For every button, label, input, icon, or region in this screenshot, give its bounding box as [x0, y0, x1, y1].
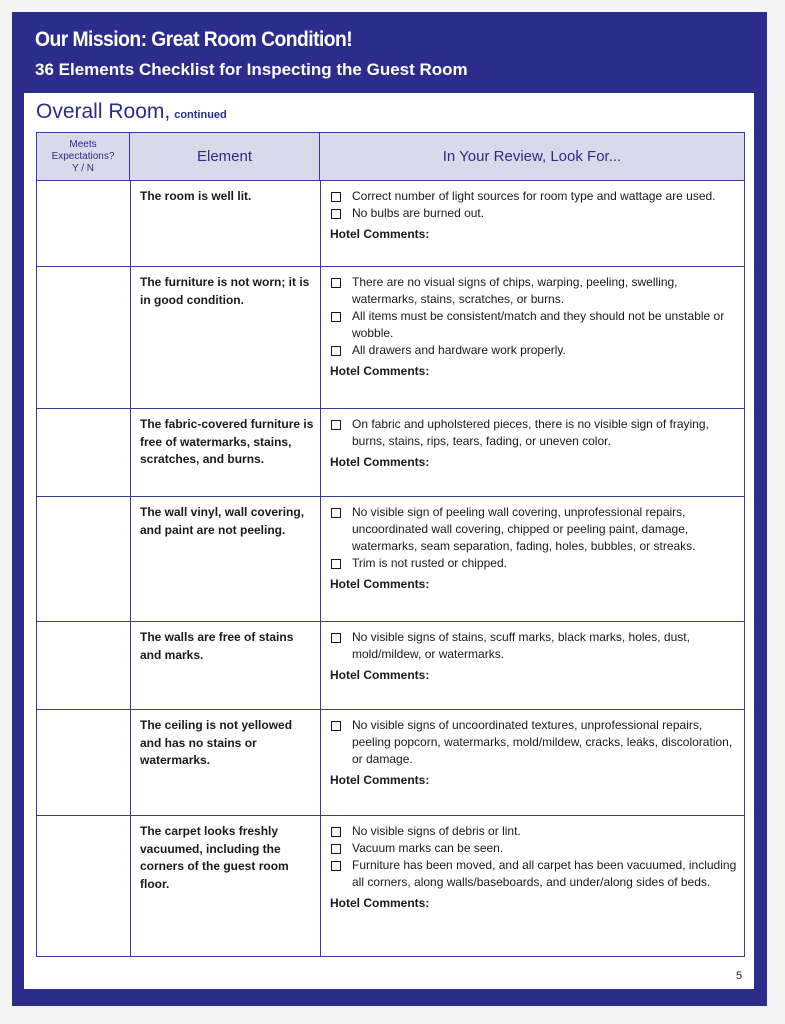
table-row — [37, 497, 744, 622]
page-title: Our Mission: Great Room Condition! — [35, 28, 353, 51]
checklist-item-text: No visible signs of stains, scuff marks, black marks, holes, dust, mold/mildew, or watermarks. — [352, 630, 690, 661]
meets-expectations-cell[interactable] — [37, 622, 130, 709]
hotel-comments-label: Hotel Comments: — [330, 896, 430, 910]
table-row — [37, 816, 744, 956]
page-subtitle: 36 Elements Checklist for Inspecting the Guest Room — [35, 60, 468, 79]
checkbox-icon[interactable] — [331, 346, 341, 356]
checklist-item-text: There are no visual signs of chips, warping, peeling, swelling, watermarks, stains, scratches, or burns. — [352, 275, 678, 306]
page-number: 5 — [736, 970, 743, 982]
review-cell — [330, 717, 740, 789]
table-row — [37, 181, 744, 267]
hotel-comments-label: Hotel Comments: — [330, 364, 430, 378]
hotel-comments-label: Hotel Comments: — [330, 455, 430, 469]
checklist-item — [330, 416, 740, 450]
meets-expectations-cell[interactable] — [37, 497, 130, 621]
checklist-item-text: Trim is not rusted or chipped. — [352, 556, 507, 570]
table-row — [37, 267, 744, 409]
checklist-item — [330, 555, 740, 572]
checklist-item-text: All drawers and hardware work properly. — [352, 343, 566, 357]
review-cell — [330, 629, 740, 684]
checklist-item-text: Furniture has been moved, and all carpet has been vacuumed, including all corners, along walls/baseboards, and under/along sides of beds. — [352, 858, 737, 889]
checkbox-icon[interactable] — [331, 312, 341, 322]
checklist-item-text: No visible signs of uncoordinated textures, unprofessional repairs, peeling popcorn, watermarks, mold/mildew, cracks, leaks, discoloration, or damage. — [352, 718, 733, 766]
hotel-comments-label: Hotel Comments: — [330, 227, 430, 241]
table-header — [37, 133, 744, 181]
checkbox-icon[interactable] — [331, 559, 341, 569]
hotel-comments-label: Hotel Comments: — [330, 668, 430, 682]
checkbox-icon[interactable] — [331, 209, 341, 219]
checklist-item — [330, 823, 740, 840]
element-cell: The fabric-covered furniture is free of watermarks, stains, scratches, and burns. — [140, 417, 314, 466]
checklist-item — [330, 840, 740, 857]
review-header: In Your Review, Look For... — [442, 148, 622, 165]
table-row — [37, 622, 744, 710]
meets-expectations-cell[interactable] — [37, 267, 130, 408]
review-cell — [330, 416, 740, 471]
checklist-item-text: All items must be consistent/match and they should not be unstable or wobble. — [352, 309, 725, 340]
checklist-item — [330, 205, 740, 222]
checkbox-icon[interactable] — [331, 192, 341, 202]
review-cell — [330, 504, 740, 593]
element-header: Element — [130, 133, 320, 180]
checkbox-icon[interactable] — [331, 508, 341, 518]
checklist-item — [330, 504, 740, 555]
checkbox-icon[interactable] — [331, 278, 341, 288]
checklist-item-text: Correct number of light sources for room type and wattage are used. — [352, 189, 716, 203]
hotel-comments-label: Hotel Comments: — [330, 577, 430, 591]
section-title — [36, 100, 227, 124]
checklist-item — [330, 717, 740, 768]
review-cell — [330, 274, 740, 380]
review-cell — [330, 823, 740, 912]
element-cell: The wall vinyl, wall covering, and paint are not peeling. — [140, 505, 305, 537]
table-row — [37, 409, 744, 497]
checklist-item-text: Vacuum marks can be seen. — [352, 841, 504, 855]
section-title-text: Overall Room, — [36, 100, 171, 123]
checkbox-icon[interactable] — [331, 721, 341, 731]
checklist-item — [330, 274, 740, 308]
checkbox-icon[interactable] — [331, 844, 341, 854]
checklist-item-text: No visible sign of peeling wall covering, unprofessional repairs, uncoordinated wall covering, chipped or peeling paint, damage, watermarks, seam separation, fading, holes, bubbles, or streaks. — [352, 505, 696, 553]
checklist-item-text: No visible signs of debris or lint. — [352, 824, 521, 838]
meets-expectations-cell[interactable] — [37, 409, 130, 496]
hotel-comments-label: Hotel Comments: — [330, 773, 430, 787]
checklist-item — [330, 857, 740, 891]
table-row — [37, 710, 744, 816]
checkbox-icon[interactable] — [331, 420, 341, 430]
checklist-item — [330, 188, 740, 205]
element-cell: The ceiling is not yellowed and has no stains or watermarks. — [140, 718, 293, 767]
element-cell: The walls are free of stains and marks. — [140, 630, 294, 662]
checkbox-icon[interactable] — [331, 633, 341, 643]
meets-expectations-cell[interactable] — [37, 710, 130, 815]
checkbox-icon[interactable] — [331, 827, 341, 837]
review-cell — [330, 188, 740, 243]
checklist-item-text: No bulbs are burned out. — [352, 206, 485, 220]
meets-expectations-cell[interactable] — [37, 181, 130, 266]
page-header — [12, 12, 767, 93]
checklist-item — [330, 342, 740, 359]
meets-expectations-header: Meets Expectations? Y / N — [37, 133, 130, 180]
checkbox-icon[interactable] — [331, 861, 341, 871]
checklist-item-text: On fabric and upholstered pieces, there is no visible sign of fraying, burns, stains, rips, tears, fading, or uneven color. — [352, 417, 709, 448]
element-cell: The room is well lit. — [140, 189, 252, 203]
meets-expectations-cell[interactable] — [37, 816, 130, 956]
section-continued: continued — [174, 109, 227, 121]
checklist-table — [36, 132, 745, 957]
checklist-item — [330, 308, 740, 342]
checklist-item — [330, 629, 740, 663]
element-cell: The carpet looks freshly vacuumed, including the corners of the guest room floor. — [140, 824, 289, 891]
element-cell: The furniture is not worn; it is in good condition. — [140, 275, 310, 307]
